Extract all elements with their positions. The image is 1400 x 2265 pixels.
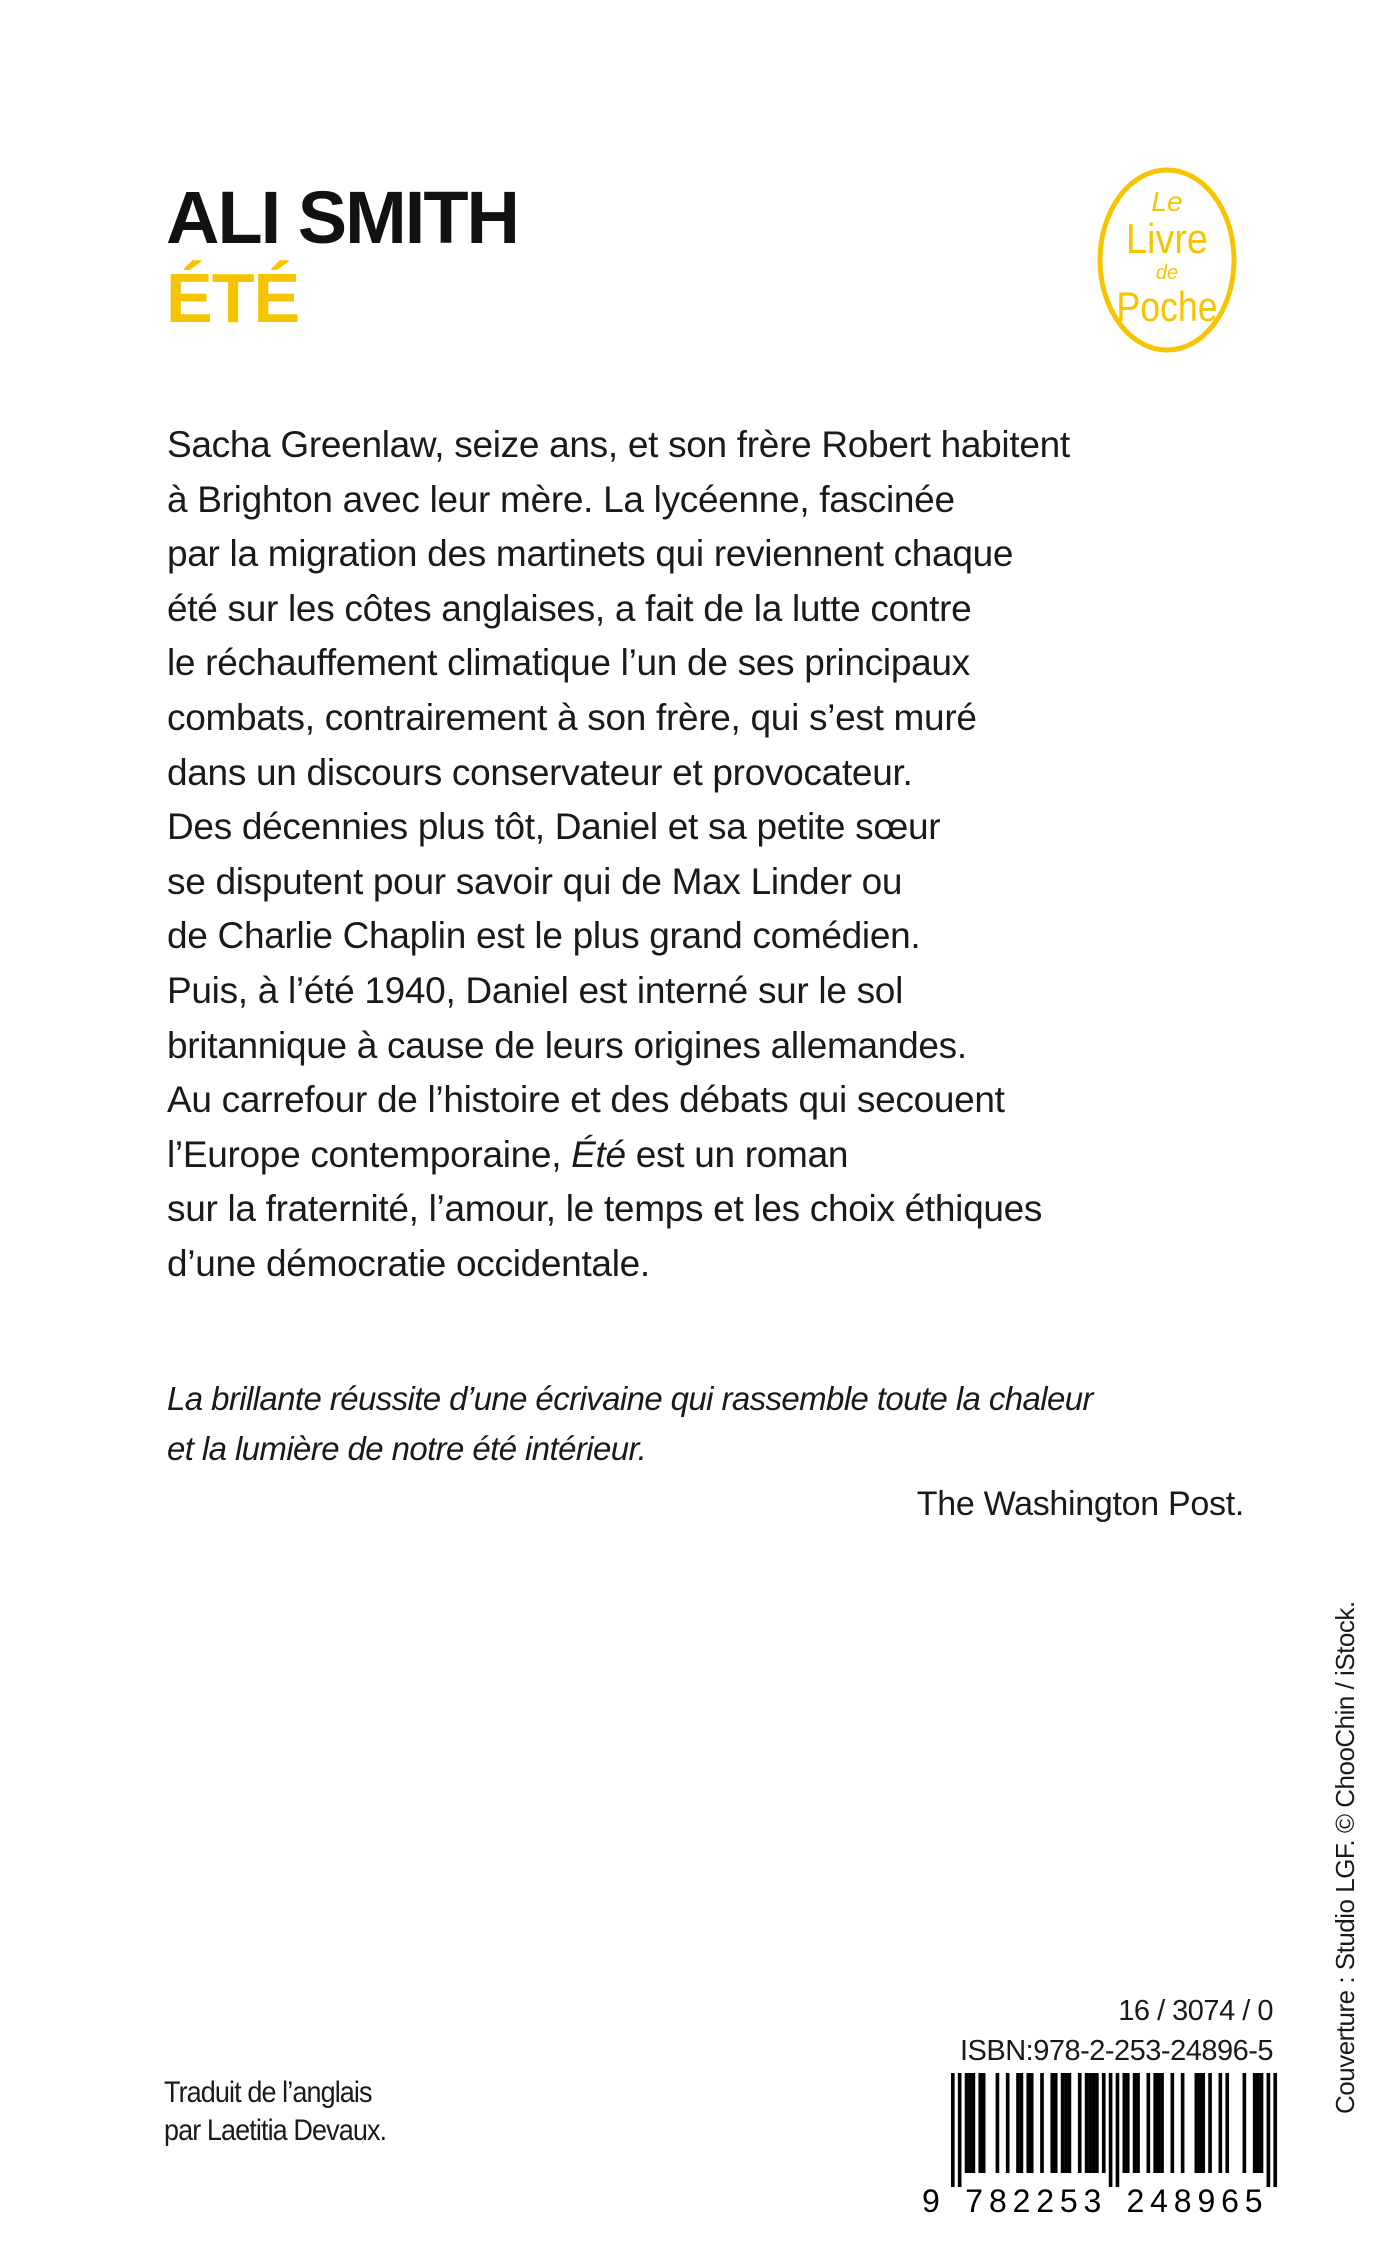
- barcode-bar: [1095, 2073, 1099, 2173]
- isbn: ISBN:978-2-253-24896-5: [959, 2035, 1273, 2067]
- synopsis-line: Sacha Greenlaw, seize ans, et son frère Robert habitent: [167, 424, 1070, 465]
- barcode-bar: [982, 2073, 986, 2173]
- barcode-bar: [1109, 2073, 1113, 2187]
- barcode-bar: [1171, 2073, 1175, 2173]
- barcode-bar: [1260, 2073, 1264, 2173]
- review-quote: [167, 1374, 1245, 1474]
- barcode-bar: [972, 2073, 976, 2173]
- synopsis-line: se disputent pour savoir qui de Max Linder ou: [167, 860, 903, 902]
- le-livre-de-poche-logo: [1097, 167, 1237, 353]
- barcode-bar: [1092, 2073, 1096, 2173]
- synopsis-line: Puis, à l’été 1940, Daniel est interné sur le sol: [167, 969, 903, 1011]
- barcode-bar: [1267, 2073, 1271, 2187]
- synopsis-line: à Brighton avec leur mère. La lycéenne, fascinée: [167, 478, 955, 520]
- barcode-bar: [1126, 2073, 1130, 2173]
- review-source: The Washington Post.: [916, 1485, 1244, 1523]
- barcode-bar: [1201, 2073, 1205, 2173]
- logo-de: de: [1155, 262, 1179, 284]
- barcode-bar: [1256, 2073, 1260, 2173]
- barcode-bar: [958, 2073, 962, 2187]
- book-title: ÉTÉ: [166, 259, 300, 337]
- author-name: ALI SMITH: [166, 176, 518, 259]
- barcode-bar: [1181, 2073, 1185, 2173]
- barcode-bar: [1160, 2073, 1164, 2173]
- synopsis-line: sur la fraternité, l’amour, le temps et les choix éthiques: [167, 1188, 1043, 1230]
- logo-poche: Poche: [1116, 284, 1218, 331]
- barcode-bar: [1136, 2073, 1140, 2173]
- barcode-bar: [968, 2073, 972, 2173]
- barcode-bar: [1102, 2073, 1106, 2173]
- synopsis-line: [167, 1128, 1070, 1183]
- barcode-digits: 248965: [1126, 2183, 1263, 2219]
- barcode-bar: [1030, 2073, 1034, 2173]
- logo-le: Le: [1151, 186, 1183, 217]
- barcode-bar: [1116, 2073, 1120, 2187]
- barcode-bar: [1061, 2073, 1065, 2173]
- barcode-bar: [1147, 2073, 1151, 2173]
- review-quote-line: et la lumière de notre été intérieur.: [167, 1430, 647, 1467]
- synopsis-line: combats, contrairement à son frère, qui s’est muré: [167, 696, 977, 738]
- translator-line: Traduit de l’anglais: [164, 2076, 372, 2109]
- synopsis-line: de Charlie Chaplin est le plus grand comédien.: [167, 915, 921, 957]
- barcode-bar: [1078, 2073, 1082, 2173]
- barcode-digits: 782253: [965, 2183, 1102, 2219]
- synopsis-line: Au carrefour de l’histoire et des débats qui secouent: [167, 1079, 1005, 1121]
- barcode-bar: [1068, 2073, 1072, 2173]
- barcode-bar: [1198, 2073, 1202, 2173]
- barcode-bar: [1085, 2073, 1089, 2173]
- translator-line: par Laetitia Devaux.: [164, 2114, 387, 2147]
- internal-code: 16 / 3074 / 0: [1118, 1995, 1273, 2027]
- barcode-bar: [1050, 2073, 1054, 2173]
- barcode-bar: [1243, 2073, 1247, 2173]
- barcode-bar: [1054, 2073, 1058, 2173]
- synopsis-line: britannique à cause de leurs origines allemandes.: [167, 1024, 967, 1066]
- review-quote-line: La brillante réussite d’une écrivaine qui rassemble toute la chaleur: [167, 1380, 1093, 1417]
- barcode-bar: [1006, 2073, 1010, 2173]
- synopsis: [167, 418, 1070, 1292]
- barcode-bar: [1219, 2073, 1223, 2173]
- barcode-bar: [1133, 2073, 1137, 2173]
- barcode-bar: [965, 2073, 969, 2173]
- synopsis-text: l’Europe contemporaine,: [167, 1133, 572, 1175]
- barcode-bar: [1016, 2073, 1020, 2173]
- synopsis-line: le réchauffement climatique l’un de ses principaux: [167, 642, 970, 684]
- cover-credit: Couverture : Studio LGF. © ChooChin / iStock.: [1330, 1601, 1360, 2114]
- barcode: [910, 2072, 1282, 2222]
- synopsis-text: est un roman: [625, 1133, 849, 1175]
- barcode-bar: [1273, 2073, 1277, 2187]
- barcode-bar: [978, 2073, 982, 2173]
- barcode-bar: [1253, 2073, 1257, 2173]
- synopsis-line: été sur les côtes anglaises, a fait de la lutte contre: [167, 587, 972, 629]
- synopsis-line: par la migration des martinets qui reviennent chaque: [167, 533, 1014, 575]
- synopsis-line: d’une démocratie occidentale.: [167, 1242, 650, 1284]
- synopsis-line: dans un discours conservateur et provocateur.: [167, 751, 913, 793]
- barcode-bar: [996, 2073, 1000, 2173]
- barcode-bar: [1020, 2073, 1024, 2173]
- barcode-digits: 9: [922, 2183, 940, 2219]
- barcode-bar: [1064, 2073, 1068, 2173]
- synopsis-title-italic: Été: [571, 1133, 626, 1175]
- barcode-bar: [1088, 2073, 1092, 2173]
- barcode-bar: [1123, 2073, 1127, 2173]
- barcode-bar: [1157, 2073, 1161, 2173]
- barcode-bar: [1040, 2073, 1044, 2173]
- synopsis-line: Des décennies plus tôt, Daniel et sa petite sœur: [167, 806, 941, 848]
- barcode-bar: [1153, 2073, 1157, 2173]
- barcode-bar: [1195, 2073, 1199, 2173]
- barcode-bar: [951, 2073, 955, 2187]
- logo-livre: Livre: [1126, 216, 1208, 263]
- barcode-bar: [1026, 2073, 1030, 2173]
- translator-credit: [164, 2074, 386, 2150]
- barcode-bar: [1225, 2073, 1229, 2173]
- barcode-bar: [1208, 2073, 1212, 2173]
